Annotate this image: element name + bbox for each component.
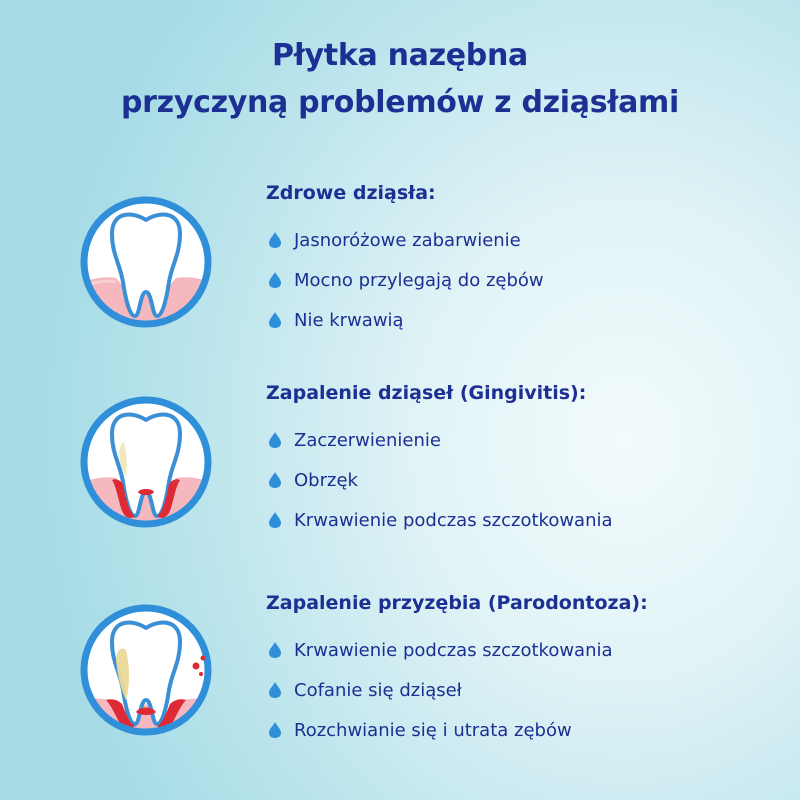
list-item-text: Mocno przylegają do zębów	[294, 269, 544, 291]
periodontitis-tooth-icon	[76, 600, 216, 740]
section-heading: Zapalenie dziąseł (Gingivitis):	[266, 382, 587, 404]
list-item	[266, 710, 613, 750]
list-item-text: Krwawienie podczas szczotkowania	[294, 509, 613, 531]
symptom-list	[266, 420, 613, 540]
list-item-text: Krwawienie podczas szczotkowania	[294, 639, 613, 661]
section-healthy-gums	[0, 178, 800, 348]
section-periodontitis	[0, 588, 800, 758]
list-item-text: Zaczerwienienie	[294, 429, 441, 451]
list-item-text: Nie krwawią	[294, 309, 404, 331]
section-gingivitis	[0, 378, 800, 548]
list-item	[266, 260, 544, 300]
list-item	[266, 460, 613, 500]
list-item-text: Cofanie się dziąseł	[294, 679, 462, 701]
list-item	[266, 420, 613, 460]
droplet-bullet-icon	[266, 511, 284, 529]
list-item	[266, 670, 613, 710]
page-title	[0, 32, 800, 126]
healthy-tooth-icon	[76, 192, 216, 332]
droplet-bullet-icon	[266, 641, 284, 659]
gingivitis-tooth-icon	[76, 392, 216, 532]
page-title-line-2: przyczyną problemów z dziąsłami	[121, 85, 679, 120]
droplet-bullet-icon	[266, 471, 284, 489]
list-item-text: Jasnoróżowe zabarwienie	[294, 229, 521, 251]
droplet-bullet-icon	[266, 231, 284, 249]
list-item	[266, 220, 544, 260]
section-heading: Zapalenie przyzębia (Parodontoza):	[266, 592, 648, 614]
list-item-text: Obrzęk	[294, 469, 358, 491]
droplet-bullet-icon	[266, 431, 284, 449]
droplet-bullet-icon	[266, 271, 284, 289]
section-heading: Zdrowe dziąsła:	[266, 182, 436, 204]
list-item	[266, 500, 613, 540]
droplet-bullet-icon	[266, 721, 284, 739]
list-item	[266, 300, 544, 340]
list-item	[266, 630, 613, 670]
symptom-list	[266, 220, 544, 340]
droplet-bullet-icon	[266, 681, 284, 699]
page-title-line-1: Płytka nazębna	[272, 38, 528, 73]
droplet-bullet-icon	[266, 311, 284, 329]
symptom-list	[266, 630, 613, 750]
list-item-text: Rozchwianie się i utrata zębów	[294, 719, 572, 741]
